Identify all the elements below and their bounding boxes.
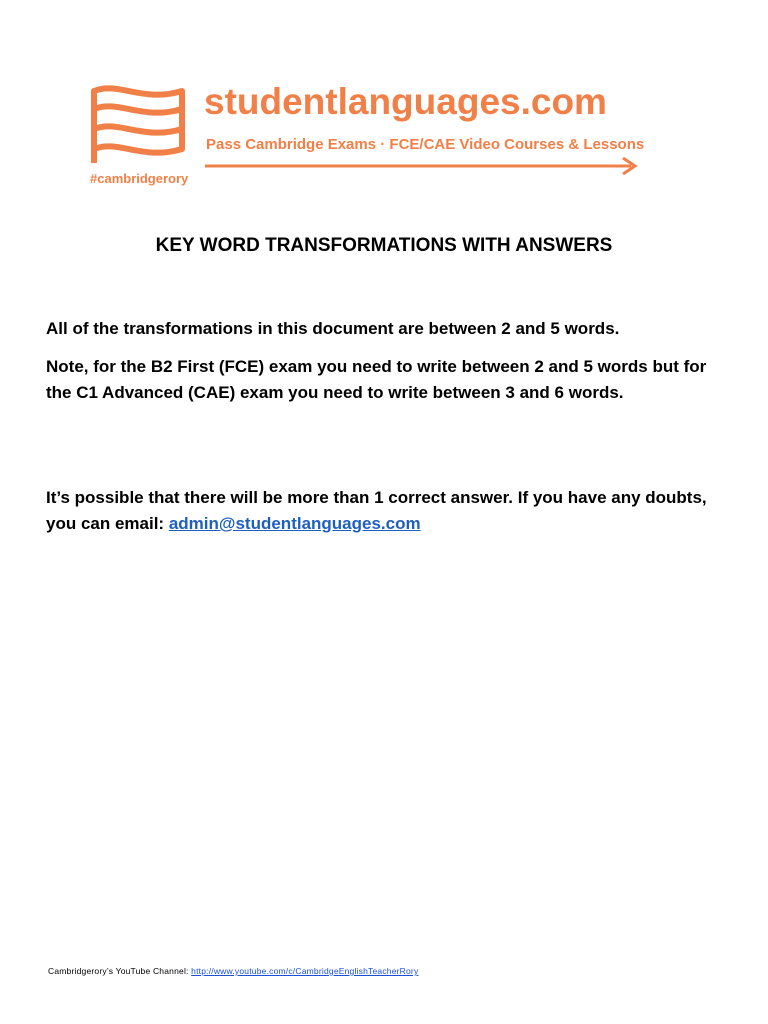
site-tagline: Pass Cambridge Exams · FCE/CAE Video Courses & Lessons <box>206 136 645 153</box>
contact-text: It’s possible that there will be more than 1 correct answer. If you have any doubts, you can email: <box>46 488 707 533</box>
header-banner <box>80 55 680 205</box>
footer-label: Cambridgerory’s YouTube Channel: <box>48 966 192 976</box>
flag-outline <box>94 88 182 152</box>
paragraph-contact <box>46 485 726 537</box>
site-name: studentlanguages.com <box>204 81 607 122</box>
wavy-flag-icon <box>88 85 188 165</box>
flag-wave-top <box>94 106 182 112</box>
paragraph-word-range: All of the transformations in this document are between 2 and 5 words. <box>46 319 620 338</box>
hashtag-text: #cambridgerory <box>90 171 189 186</box>
youtube-channel-link[interactable]: http://www.youtube.com/c/CambridgeEnglishTeacherRory <box>191 966 419 976</box>
email-link[interactable]: admin@studentlanguages.com <box>168 514 421 533</box>
document-title: KEY WORD TRANSFORMATIONS WITH ANSWERS <box>155 235 613 256</box>
flag-wave-middle <box>94 126 182 132</box>
arrow-right-icon <box>205 155 645 177</box>
paragraph-exam-note: Note, for the B2 First (FCE) exam you need to write between 2 and 5 words but for the C1 Advanced (CAE) exam you need to write between 3 and 6 words. <box>46 357 707 402</box>
footer <box>48 966 418 976</box>
